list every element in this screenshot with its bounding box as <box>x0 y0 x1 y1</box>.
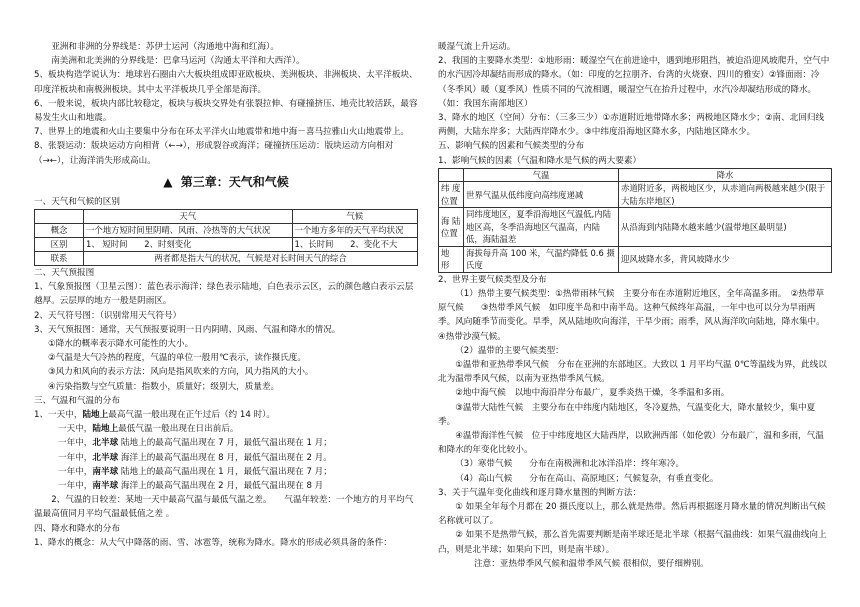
section-heading: 二、天气预报图 <box>34 268 95 279</box>
list-item: ①降水的概率表示降水可能性的大小。 <box>48 339 194 350</box>
list-item: ③风力和风向的表示方法：风向是指风吹来的方向，风力指风的大小。 <box>48 367 314 378</box>
paragraph: ① 如果全年每个月都在 20 摄氏度以上，那么就是热带。然后再根据逐月降水量的情况判断出气候名称就可以了。 <box>438 502 826 527</box>
paragraph: 3、降水的地区（空间）分布：（三多三少）①赤道附近地带降水多；两极地区降水少；②南、北回归线两侧，大陆东岸多；大陆西岸降水少。③中纬度沿海地区降水多，内陆地区降水少。 <box>438 113 825 138</box>
section-heading: 一、天气和气候的区别 <box>34 196 120 207</box>
list-item: ④污染指数与空气质量：指数小，质量好；级别大，质量差。 <box>48 381 280 392</box>
table-cell: 从沿海到内陆降水越来越少(温带地区最明显) <box>619 208 832 247</box>
paragraph: 3、关于气温年变化曲线和逐月降水量图的判断方法： <box>438 487 642 498</box>
table-header: 天气 <box>84 210 293 224</box>
row-label: 纬 度位置 <box>439 182 464 208</box>
paragraph: 2、天气符号图：（识别常用天气符号） <box>34 310 182 321</box>
table-cell: 两者都是指大气的状况，气候是对长时间天气的综合 <box>84 252 418 266</box>
row-label: 概念 <box>35 224 84 238</box>
row-label: 联系 <box>35 252 84 266</box>
paragraph: 1、一天中，陆地上最高气温一般出现在正午过后（约 14 时）。 <box>34 410 276 421</box>
left-column <box>34 40 418 550</box>
table-cell: 一个地方短时间里阴晴、风雨、冷热等的大气状况 <box>84 224 293 238</box>
row-label: 区别 <box>35 238 84 252</box>
paragraph: （3）寒带气候 分布在南极洲和北冰洋沿岸：终年寒冷。 <box>455 459 685 470</box>
list-item: ②气温是大气冷热的程度，气温的单位一般用℃表示，读作摄氏度。 <box>48 353 306 364</box>
paragraph: 1、气象预报图（卫星云图）：蓝色表示海洋；绿色表示陆地，白色表示云区，云的颜色越白表示云层越厚。云层厚的地方一般是阴雨区。 <box>34 282 414 307</box>
paragraph: 一年中，南半球 海洋上的最高气温出现在 2 月，最低气温出现在 8 月 <box>58 481 324 492</box>
paragraph: 南美洲和北美洲的分界线是：巴拿马运河（沟通太平洋和大西洋）。 <box>51 56 305 67</box>
climate-factors-table <box>438 168 832 273</box>
paragraph: 8、张裂运动：版块运动方向相背（←→），形成裂谷或海洋；碰撞挤压运动：版块运动方向相对（→←），让海洋消失形成高山。 <box>34 141 394 166</box>
table-cell: 同纬度地区，夏季沿海地区气温低,内陆地区高，冬季沿海地区气温高，内陆低，海陆温差 <box>464 208 619 247</box>
paragraph: 1、降水的概念：从大气中降落的雨、雪、冰雹等，统称为降水。降水的形成必须具备的条件： <box>34 537 392 548</box>
paragraph: 2、世界主要气候类型及分布 <box>438 274 547 285</box>
paragraph: 一年中，北半球 海洋上的最高气温出现在 8 月，最低气温出现在 2 月。 <box>58 452 332 463</box>
chapter-title: 第三章：天气和气候 <box>180 174 289 189</box>
paragraph: 一年中，北半球 陆地上的最高气温出现在 7 月，最低气温出现在 1 月； <box>58 438 332 449</box>
section-heading: 五、影响气候的因素和气候类型的分布 <box>438 141 585 152</box>
table-header: 气温 <box>464 168 619 182</box>
paragraph: ③温带大陆性气候 主要分布在中纬度内陆地区，冬冷夏热，气温变化大，降水量较少，集中夏季。 <box>438 402 816 427</box>
row-label: 海 陆位置 <box>439 208 464 247</box>
paragraph: 一天中，陆地上最低气温一般出现在日出前后。 <box>58 424 239 435</box>
paragraph: ①温带和亚热带季风气候 分布在亚洲的东部地区。大致以 1 月平均气温 0℃等温线为界，此线以北为温带季风气候，以南为亚热带季风气候。 <box>438 360 827 385</box>
chapter-heading <box>34 174 418 190</box>
paragraph: ④温带海洋性气候 位于中纬度地区大陆西岸，以欧洲西部（如伦敦）分布最广，温和多雨，气温和降水的年变化比较小。 <box>438 431 824 456</box>
section-heading: 三、气温和气温的分布 <box>34 395 120 406</box>
paragraph: 亚洲和非洲的分界线是：苏伊士运河（沟通地中海和红海）。 <box>51 42 279 52</box>
paragraph: 2、我国的主要降水类型：①地形雨：暖湿空气在前进途中，遇到地形阻挡，被迫沿迎风坡爬升，空气中的水汽因冷却凝结而形成的降水。（如：印度的乞拉朋齐、台湾的火烧寮、四川的雅安）②锋面雨：冷（冬季风）暖（夏季风）性质不同的气流相遇，暖湿空气在抬升过程中，水汽冷却凝结形成的降水。（如：我国东南部地区） <box>438 56 830 109</box>
weather-climate-table <box>34 209 418 266</box>
paragraph: 1、影响气候的因素（气温和降水是气候的两大要素） <box>438 155 642 166</box>
table-cell: 一个地方多年的天气平均状况 <box>292 224 417 238</box>
paragraph: 6、一般来说，板块内部比较稳定，板块与板块交界处有张裂拉伸、有碰撞挤压、地壳比较活跃，最容易发生火山和地震。 <box>34 98 418 124</box>
paragraph: （1）热带主要气候类型：①热带雨林气候 主要分布在赤道附近地区，全年高温多雨。 ②热带草原气候 ③热带季风气候 如印度半岛和中南半岛。这种气候终年高温，一年中也可以分为旱雨两季。风向随季节而变化。旱季，风从陆地吹向海洋，干旱少雨；雨季，风从海洋吹向陆地，降水集中。 ④热带沙漠气候。 <box>438 289 838 342</box>
paragraph: 5、板块构造学说认为：地球岩石圈由六大板块组成即亚欧板块、美洲板块、非洲板块、太平洋板块、印度洋板块和南极洲板块。其中太平洋板块几乎全部是海洋。 <box>34 70 418 95</box>
right-column <box>438 40 838 571</box>
table-cell: 赤道附近多，两极地区少，从赤道向两极越来越少(限于大陆东岸地区) <box>619 182 832 208</box>
triangle-icon: ▲ <box>163 174 173 189</box>
table-cell: 迎风坡降水多，背风坡降水少 <box>619 246 832 272</box>
table-cell: 海拔每升高 100 米，气温约降低 0.6 摄氏度 <box>464 246 619 272</box>
paragraph: 一年中，南半球 陆地上的最高气温出现在 1 月，最低气温出现在 7 月； <box>58 466 332 477</box>
paragraph: （2）温带的主要气候类型： <box>455 345 564 356</box>
table-cell: 1、长时间 2、变化不大 <box>292 238 417 252</box>
paragraph: （4）高山气候 分布在高山、高原地区；气候复杂，有垂直变化。 <box>455 473 719 484</box>
paragraph: 暖湿气流上升运动。 <box>438 42 516 52</box>
paragraph: 2、气温的日较差：某地一天中最高气温与最低气温之差。 气温年较差：一个地方的月平均气温最高值同月平均气温最低值之差 。 <box>34 495 414 520</box>
table-header: 气候 <box>292 210 417 224</box>
note: 注意：亚热带季风气候和温带季风气候 很相似，要仔细辨别。 <box>474 558 709 569</box>
table-cell: 世界气温从低纬度向高纬度递减 <box>464 182 619 208</box>
paragraph: ②地中海气候 以地中海沿岸分布最广，夏季炎热干燥，冬季温和多雨。 <box>455 388 730 399</box>
paragraph: 7、世界上的地震和火山主要集中分布在环太平洋火山地震带和地中海－喜马拉雅山火山地震带上。 <box>34 127 410 138</box>
section-heading: 四、降水和降水的分布 <box>34 523 120 534</box>
table-cell: 1、 短时间 2、时刻变化 <box>84 238 293 252</box>
paragraph: 3、天气预报图：通常，天气预报要说明一日内阴晴、风雨、气温和降水的情况。 <box>34 324 341 335</box>
row-label: 地 形 <box>439 246 464 272</box>
paragraph: ② 如果不是热带气候，那么首先需要判断是南半球还是北半球（根据气温曲线：如果气温曲线向上凸，则是北半球；如果向下凹，则是南半球）。 <box>438 530 827 555</box>
table-header: 降水 <box>619 168 832 182</box>
